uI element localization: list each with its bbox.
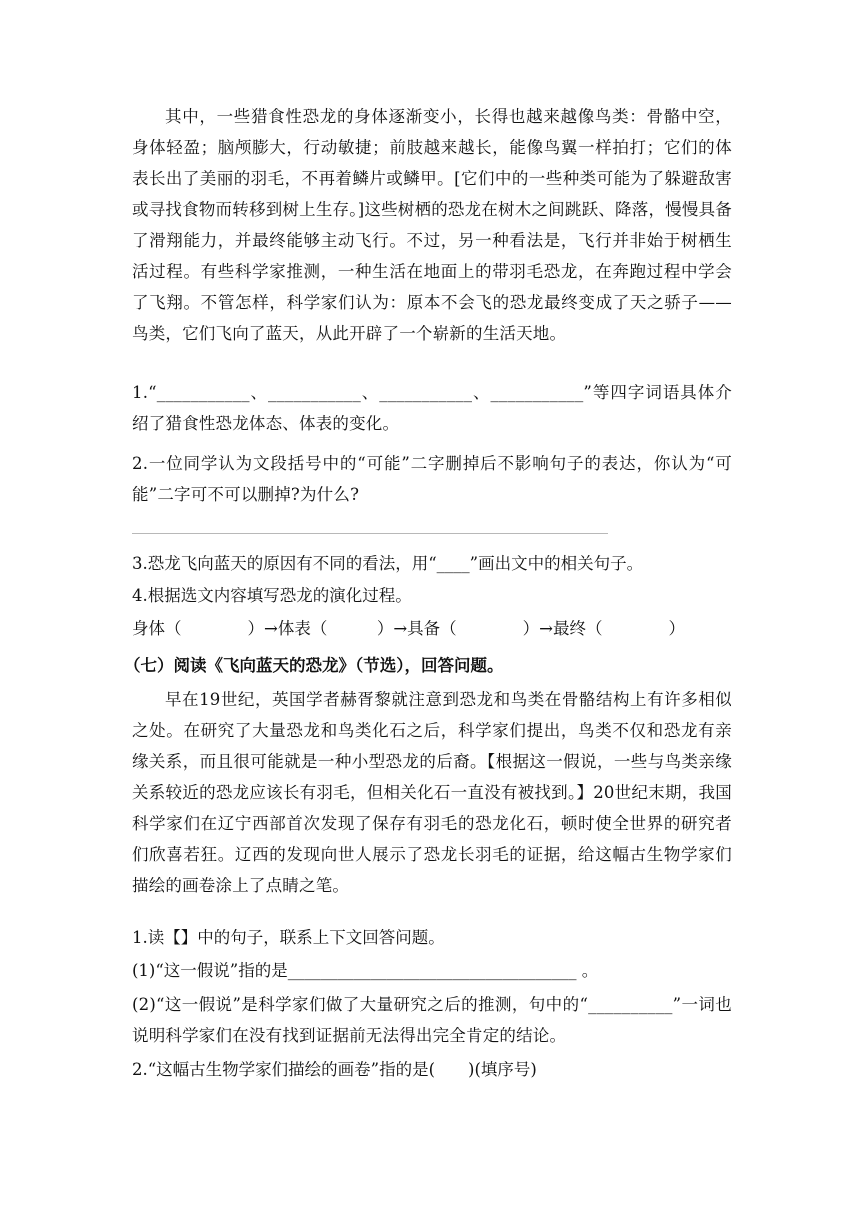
- question-4: 4.根据选文内容填写恐龙的演化过程。: [132, 586, 412, 605]
- answer-line: [132, 533, 608, 534]
- question-2-1: 1.读【】中的句子，联系上下文回答问题。: [132, 928, 445, 947]
- question-3: 3.恐龙飞向蓝天的原因有不同的看法，用“____”画出文中的相关句子。: [132, 554, 644, 573]
- passage-paragraph-2: 早在19世纪，英国学者赫胥黎就注意到恐龙和鸟类在骨骼结构上有许多相似之处。在研究了大量恐龙和鸟类化石之后，科学家们提出，鸟类不仅和恐龙有亲缘关系，而且很可能就是一种小型恐龙的后裔。【根据这一假说，一些与鸟类亲缘关系较近的恐龙应该长有羽毛，但相关化石一直没有被找到。】20世纪末期，我国科学家们在辽宁西部首次发现了保存有羽毛的恐龙化石，顿时使全世界的研究者们欣喜若狂。辽西的发现向世人展示了恐龙长羽毛的证据，给这幅古生物学家们描绘的画卷涂上了点睛之笔。: [132, 690, 732, 895]
- question-2: 2.一位同学认为文段括号中的“可能”二字删掉后不影响句子的表达，你认为“可能”二字可不可以删掉?为什么?: [132, 454, 732, 504]
- question-2-1a: (1)“这一假说”指的是___________________________________ 。: [132, 961, 599, 980]
- question-4-blanks: 身体（ ）→体表（ ）→具备（ ）→最终（ ）: [132, 619, 685, 638]
- passage-paragraph-1: 其中，一些猎食性恐龙的身体逐渐变小，长得也越来越像鸟类：骨骼中空，身体轻盈；脑颅膨大，行动敏捷；前肢越来越长，能像鸟翼一样拍打；它们的体表长出了美丽的羽毛，不再着鳞片或鳞甲。[它们中的一些种类可能为了躲避敌害或寻找食物而转移到树上生存。]这些树栖的恐龙在树木之间跳跃、降落，慢慢具备了滑翔能力，并最终能够主动飞行。不过，另一种看法是，飞行并非始于树栖生活过程。有些科学家推测，一种生活在地面上的带羽毛恐龙，在奔跑过程中学会了飞翔。不管怎样，科学家们认为：原本不会飞的恐龙最终变成了天之骄子——鸟类，它们飞向了蓝天，从此开辟了一个崭新的生活天地。: [132, 107, 732, 343]
- question-2-1b: (2)“这一假说”是科学家们做了大量研究之后的推测，句中的“__________”一词也说明科学家们在没有找到证据前无法得出完全肯定的结论。: [132, 995, 732, 1045]
- section-heading: （七）阅读《飞向蓝天的恐龙》（节选），回答问题。: [124, 656, 504, 675]
- question-2-2: 2.“这幅古生物学家们描绘的画卷”指的是( )(填序号): [132, 1060, 537, 1079]
- question-1: 1.“___________、___________、___________、___________”等四字词语具体介绍了猎食性恐龙体态、体表的变化。: [132, 383, 732, 433]
